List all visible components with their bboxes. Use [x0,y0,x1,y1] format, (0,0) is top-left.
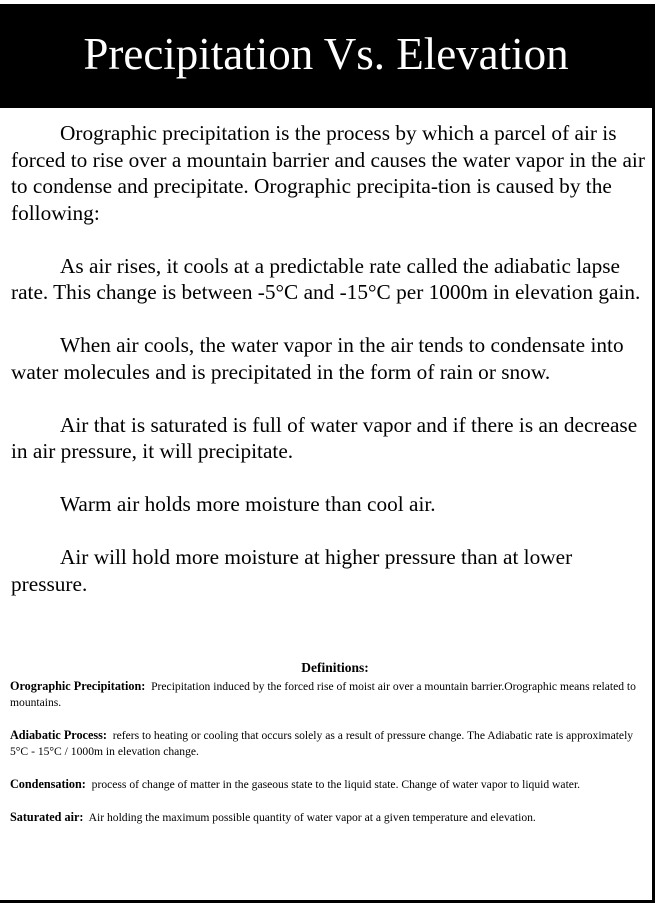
definition-term: Orographic Precipitation: [10,679,146,693]
definition-text: Precipitation induced by the forced rise of moist air over a mountain barrier.Orographic means related to mountains. [10,680,636,709]
paragraph-warm-air: Warm air holds more moisture than cool air. [60,492,436,516]
paragraph-lapse-rate: As air rises, it cools at a predictable rate called the adiabatic lapse rate. This change is between -5°C and -15°C per 1000m in elevation gain. [11,253,641,304]
title-banner [0,4,652,108]
definition-item [10,776,640,793]
paragraph-intro: Orographic precipitation is the process by which a parcel of air is forced to rise over a mountain barrier and causes the water vapor in the air to condense and precipitate. Orographic precipita-tion is caused by the following: [11,121,645,225]
document-page [0,4,655,903]
definition-item [10,678,640,711]
paragraph-condensation: When air cools, the water vapor in the air tends to condensate into water molecules and is precipitated in the form of rain or snow. [11,333,624,384]
definition-item [10,809,640,826]
paragraph-pressure: Air will hold more moisture at higher pressure than at lower pressure. [11,545,573,596]
definition-term: Saturated air: [10,810,84,824]
paragraph-saturation: Air that is saturated is full of water vapor and if there is an decrease in air pressure, it will precipitate. [11,412,638,463]
definition-text: refers to heating or cooling that occurs solely as a result of pressure change. The Adiabatic rate is approximately 5°C - 15°C / 1000m in elevation change. [10,729,634,758]
definition-item [10,727,640,760]
definitions-heading: Definitions: [301,660,369,675]
definition-text: process of change of matter in the gaseous state to the liquid state. Change of water vapor to liquid water. [91,778,581,791]
page-title: Precipitation Vs. Elevation [83,29,569,79]
definitions-section [10,660,640,842]
body-text [11,120,651,624]
definition-text: Air holding the maximum possible quantity of water vapor at a given temperature and elevation. [88,811,536,824]
definition-term: Adiabatic Process: [10,728,107,742]
definition-term: Condensation: [10,777,86,791]
